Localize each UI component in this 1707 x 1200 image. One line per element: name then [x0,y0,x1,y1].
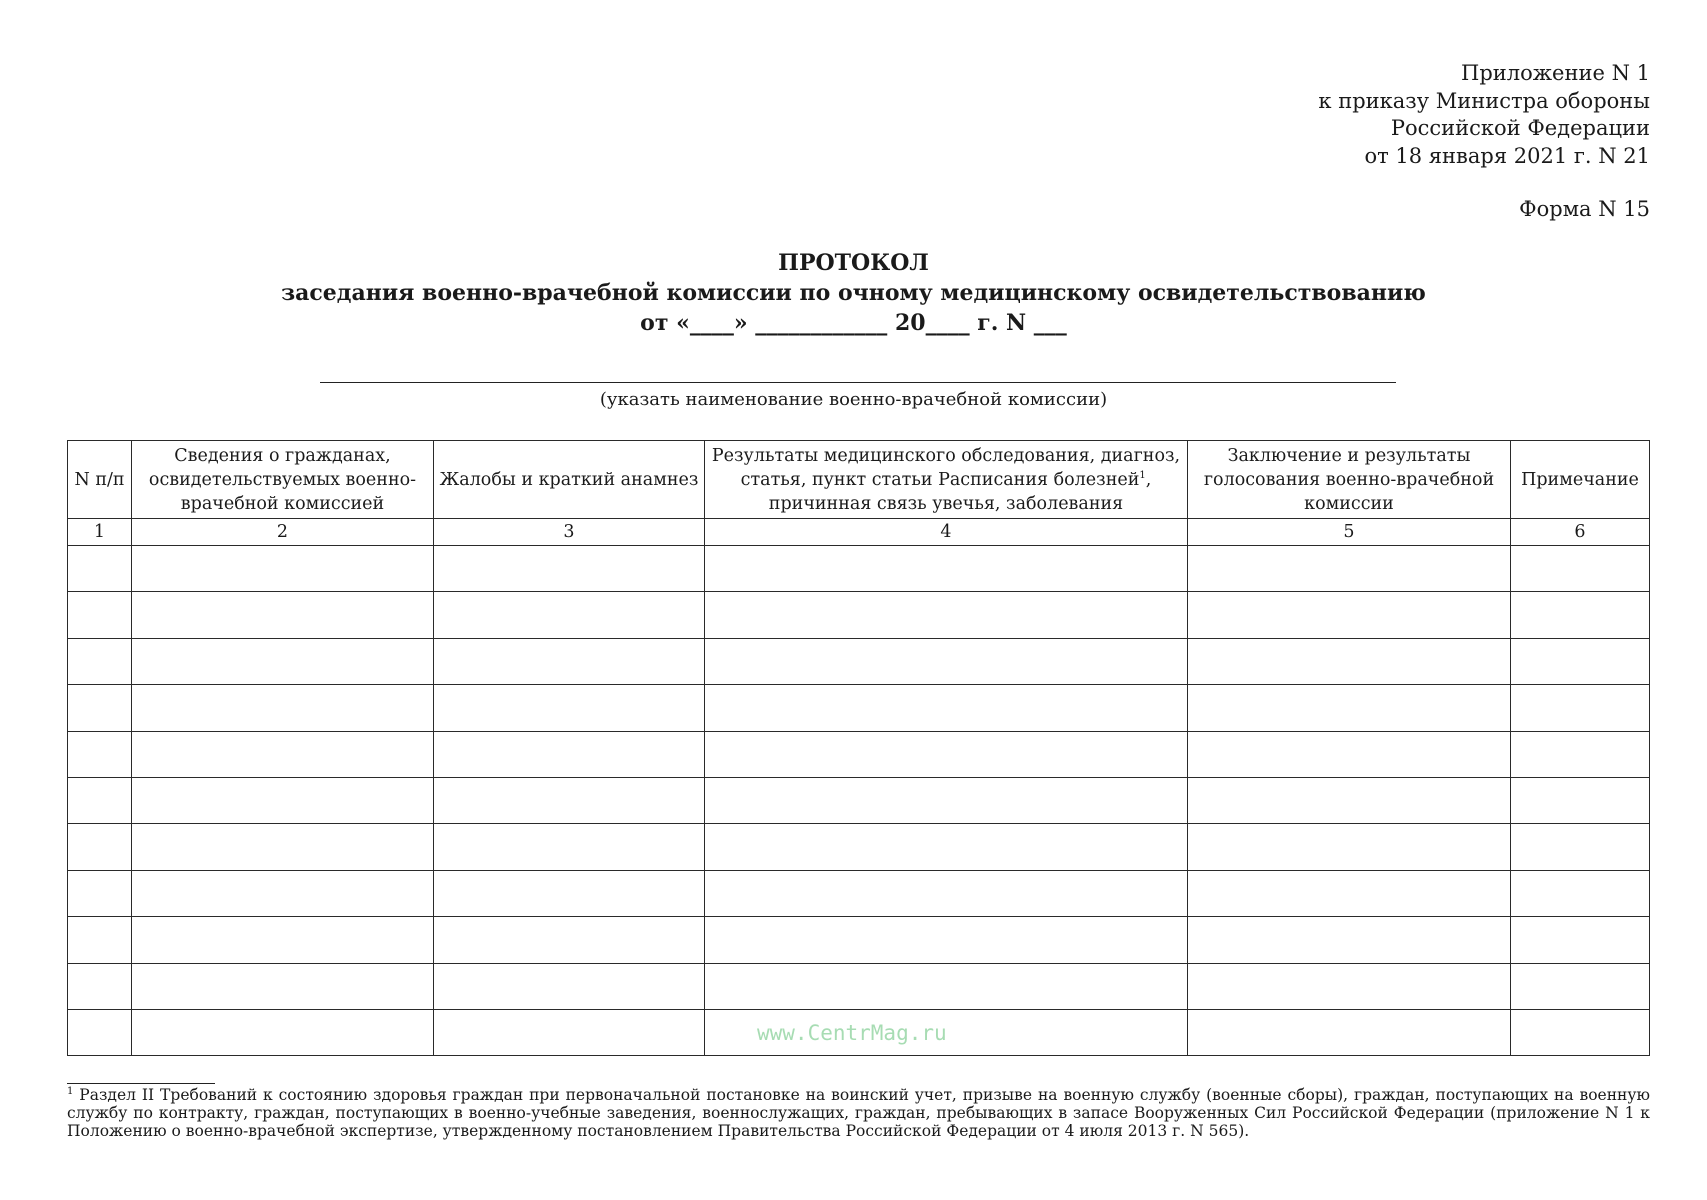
table-cell[interactable] [434,917,705,963]
column-number: 5 [1188,519,1511,546]
table-cell[interactable] [705,777,1188,823]
header-exam-results-text: Результаты медицинского обследования, диагноз, статья, пункт статьи Расписания болезней [711,445,1181,490]
table-cell[interactable] [132,824,434,870]
table-row [68,731,1650,777]
footnote [67,1086,1650,1140]
appendix-line: к приказу Министра обороны [1318,88,1650,113]
table-row [68,963,1650,1009]
table-cell[interactable] [1511,824,1650,870]
header-citizen-info: Сведения о гражданах, освидетельствуемых военно-врачебной комиссией [132,441,434,519]
table-cell[interactable] [705,824,1188,870]
table-cell[interactable] [1188,870,1511,916]
header-exam-results-text-end: , причинная связь увечья, заболевания [768,469,1152,514]
table-cell[interactable] [1188,1009,1511,1055]
table-cell[interactable] [434,546,705,592]
table-cell[interactable] [1188,777,1511,823]
table-cell[interactable] [68,963,132,1009]
appendix-block [1318,60,1650,170]
title-subheading: заседания военно-врачебной комиссии по очному медицинскому освидетельствованию [281,280,1426,306]
protocol-table [67,440,1650,1056]
table-cell[interactable] [68,546,132,592]
table-cell[interactable] [1511,777,1650,823]
table-cell[interactable] [1511,1009,1650,1055]
table-cell[interactable] [1188,592,1511,638]
table-cell[interactable] [132,1009,434,1055]
title-date-line: от «____» ____________ 20____ г. N ___ [640,310,1067,336]
table-cell[interactable] [434,685,705,731]
table-cell[interactable] [132,777,434,823]
header-complaints: Жалобы и краткий анамнез [434,441,705,519]
table-cell[interactable] [1511,638,1650,684]
table-cell[interactable] [434,731,705,777]
table-cell[interactable] [132,685,434,731]
table-cell[interactable] [434,870,705,916]
table-cell[interactable] [132,638,434,684]
commission-name-caption: (указать наименование военно-врачебной комиссии) [599,389,1108,410]
table-cell[interactable] [132,592,434,638]
table-cell[interactable] [434,824,705,870]
table-cell[interactable] [705,638,1188,684]
table-cell[interactable] [132,870,434,916]
table-cell[interactable] [705,870,1188,916]
form-number: Форма N 15 [1519,197,1650,221]
table-cell[interactable] [1188,685,1511,731]
table-cell[interactable] [1188,546,1511,592]
table-cell[interactable] [1511,731,1650,777]
appendix-line: Приложение N 1 [1461,61,1650,85]
table-cell[interactable] [705,731,1188,777]
footnote-text: Раздел II Требований к состоянию здоровья граждан при первоначальной постановке на воинский учет, призыве на военную службу (военные сборы), граждан, поступающих на военную службу по контракту, граждан, поступающих в военно-учебные заведения, военнослужащих, граждан, пребывающих в запасе Вооруженных Сил Российской Федерации (приложение N 1 к Положению о военно-врачебной экспертизе, утвержденному постановлением Правительства Российской Федерации от 4 июля 2013 г. N 565). [67,1086,1650,1140]
table-cell[interactable] [68,777,132,823]
table-header-row [68,441,1650,519]
table-cell[interactable] [1511,685,1650,731]
footnote-marker: 1 [67,1085,74,1097]
column-number: 6 [1511,519,1650,546]
table-cell[interactable] [1188,638,1511,684]
table-cell[interactable] [434,777,705,823]
table-cell[interactable] [1188,824,1511,870]
table-cell[interactable] [132,731,434,777]
table-cell[interactable] [705,685,1188,731]
table-cell[interactable] [434,1009,705,1055]
table-row [68,638,1650,684]
table-cell[interactable] [132,963,434,1009]
table-cell[interactable] [1511,870,1650,916]
table-cell[interactable] [68,685,132,731]
table-cell[interactable] [1511,546,1650,592]
table-cell[interactable] [68,731,132,777]
table-cell[interactable] [434,963,705,1009]
table-cell[interactable] [1188,731,1511,777]
header-conclusion: Заключение и результаты голосования военно-врачебной комиссии [1188,441,1511,519]
appendix-line: от 18 января 2021 г. N 21 [1364,143,1650,168]
table-cell[interactable] [434,592,705,638]
watermark: www.CentrMag.ru [757,1021,947,1045]
table-cell[interactable] [705,917,1188,963]
appendix-line: Российской Федерации [1390,116,1650,140]
table-cell[interactable] [68,1009,132,1055]
footnote-rule [67,1083,215,1084]
table-cell[interactable] [705,963,1188,1009]
column-number: 4 [705,519,1188,546]
table-cell[interactable] [68,824,132,870]
footnote-reference: 1 [1139,469,1146,481]
table-cell[interactable] [132,917,434,963]
title-heading: ПРОТОКОЛ [778,250,929,276]
table-row [68,546,1650,592]
table-row [68,824,1650,870]
table-cell[interactable] [434,638,705,684]
table-row [68,917,1650,963]
header-exam-results [705,441,1188,519]
header-note: Примечание [1511,441,1650,519]
column-number: 2 [132,519,434,546]
table-cell[interactable] [1511,963,1650,1009]
table-cell[interactable] [68,917,132,963]
table-row [68,870,1650,916]
table-cell[interactable] [1511,592,1650,638]
column-number-row [68,519,1650,546]
table-cell[interactable] [68,638,132,684]
commission-name-line [320,382,1396,383]
table-row [68,777,1650,823]
table-cell[interactable] [68,870,132,916]
table-cell[interactable] [1188,917,1511,963]
table-cell[interactable] [1188,963,1511,1009]
table-row [68,592,1650,638]
column-number: 1 [68,519,132,546]
table-cell[interactable] [1511,917,1650,963]
header-number: N п/п [68,441,132,519]
table-cell[interactable] [68,592,132,638]
table-cell[interactable] [705,546,1188,592]
document-title [0,248,1707,338]
table-cell[interactable] [705,592,1188,638]
column-number: 3 [434,519,705,546]
table-row [68,685,1650,731]
table-cell[interactable] [132,546,434,592]
